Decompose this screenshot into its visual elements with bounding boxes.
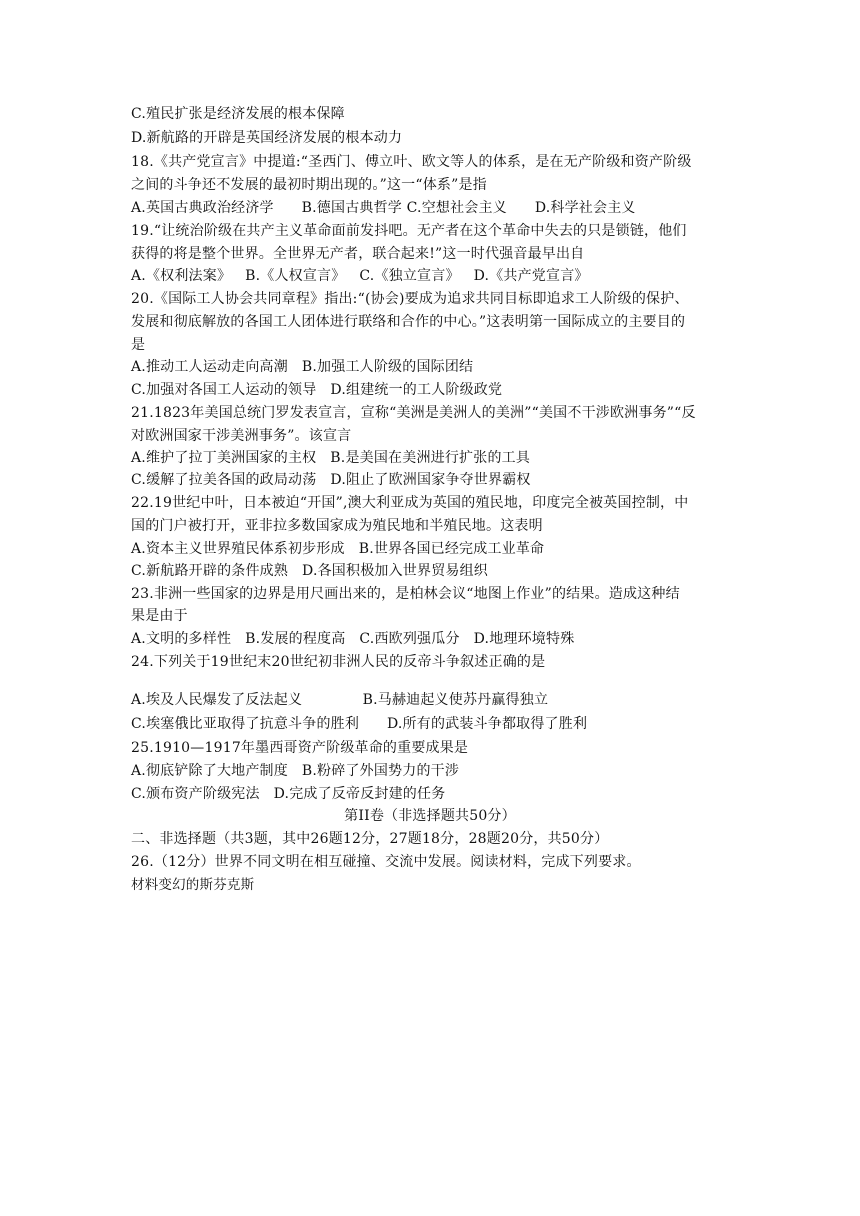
options-24-cd: C.埃塞俄比亚取得了抗意斗争的胜利 D.所有的武装斗争都取得了胜利: [131, 716, 588, 732]
question-24: 24.下列关于19世纪末20世纪初非洲人民的反帝斗争叙述正确的是: [131, 654, 546, 670]
question-23-line1: 23.非洲一些国家的边界是用尺画出来的，是柏林会议“地图上作业”的结果。造成这种结: [131, 586, 680, 602]
options-25-ab: A.彻底铲除了大地产制度 B.粉碎了外国势力的干涉: [131, 763, 460, 779]
question-22-line1: 22.19世纪中叶，日本被迫“开国”,澳大利亚成为英国的殖民地，印度完全被英国控制，中: [131, 495, 689, 511]
part-two-instructions: 二、非选择题（共3题，其中26题12分，27题18分，28题20分，共50分）: [131, 831, 609, 847]
options-20-cd: C.加强对各国工人运动的领导 D.组建统一的工人阶级政党: [131, 382, 503, 398]
question-19-line2: 获得的将是整个世界。全世界无产者，联合起来!”这一时代强音最早出自: [131, 246, 585, 262]
question-20-line1: 20.《国际工人协会共同章程》指出:“(协会)要成为追求共同目标即追求工人阶级的保护、: [131, 291, 689, 307]
options-20-ab: A.推动工人运动走向高潮 B.加强工人阶级的国际团结: [131, 359, 474, 375]
question-18-line2: 之间的斗争还不发展的最初时期出现的。”这一“体系”是指: [131, 177, 487, 193]
question-20-line2: 发展和彻底解放的各国工人团体进行联络和合作的中心。”这表明第一国际成立的主要目的: [131, 314, 686, 330]
question-20-line3: 是: [131, 337, 146, 353]
options-19: A.《权利法案》 B.《人权宣言》 C.《独立宣言》 D.《共产党宣言》: [131, 268, 589, 284]
section-ii-heading: 第II卷（非选择题共50分）: [344, 808, 516, 824]
options-24-ab: A.埃及人民爆发了反法起义 B.马赫迪起义使苏丹赢得独立: [131, 692, 549, 708]
options-22-cd: C.新航路开辟的条件成熟 D.各国积极加入世界贸易组织: [131, 563, 488, 579]
question-23-line2: 果是由于: [131, 608, 188, 624]
option-17c: C.殖民扩张是经济发展的根本保障: [131, 106, 345, 122]
options-22-ab: A.资本主义世界殖民体系初步形成 B.世界各国已经完成工业革命: [131, 541, 545, 557]
question-21-line2: 对欧洲国家干涉美洲事务”。该宣言: [131, 428, 352, 444]
material-title: 材料变幻的斯芬克斯: [131, 877, 255, 893]
question-22-line2: 国的门户被打开，亚非拉多数国家成为殖民地和半殖民地。这表明: [131, 518, 543, 534]
question-19-line1: 19.“让统治阶级在共产主义革命面前发抖吧。无产者在这个革命中失去的只是锁链，他们: [131, 223, 687, 239]
question-25: 25.1910—1917年墨西哥资产阶级革命的重要成果是: [131, 740, 469, 756]
options-21-cd: C.缓解了拉美各国的政局动荡 D.阻止了欧洲国家争夺世界霸权: [131, 472, 531, 488]
options-25-cd: C.颁布资产阶级宪法 D.完成了反帝反封建的任务: [131, 786, 446, 802]
options-18: A.英国古典政治经济学 B.德国古典哲学 C.空想社会主义 D.科学社会主义: [131, 200, 636, 216]
question-26: 26.（12分）世界不同文明在相互碰撞、交流中发展。阅读材料，完成下列要求。: [131, 854, 641, 870]
question-18-line1: 18.《共产党宣言》中提道:“圣西门、傅立叶、欧文等人的体系，是在无产阶级和资产阶级: [131, 154, 692, 170]
options-21-ab: A.维护了拉丁美洲国家的主权 B.是美国在美洲进行扩张的工具: [131, 450, 531, 466]
question-21-line1: 21.1823年美国总统门罗发表宣言，宣称“美洲是美洲人的美洲”“美国不干涉欧洲事务”“反: [131, 405, 696, 421]
option-17d: D.新航路的开辟是英国经济发展的根本动力: [131, 130, 403, 146]
options-23: A.文明的多样性 B.发展的程度高 C.西欧列强瓜分 D.地理环境特殊: [131, 631, 575, 647]
